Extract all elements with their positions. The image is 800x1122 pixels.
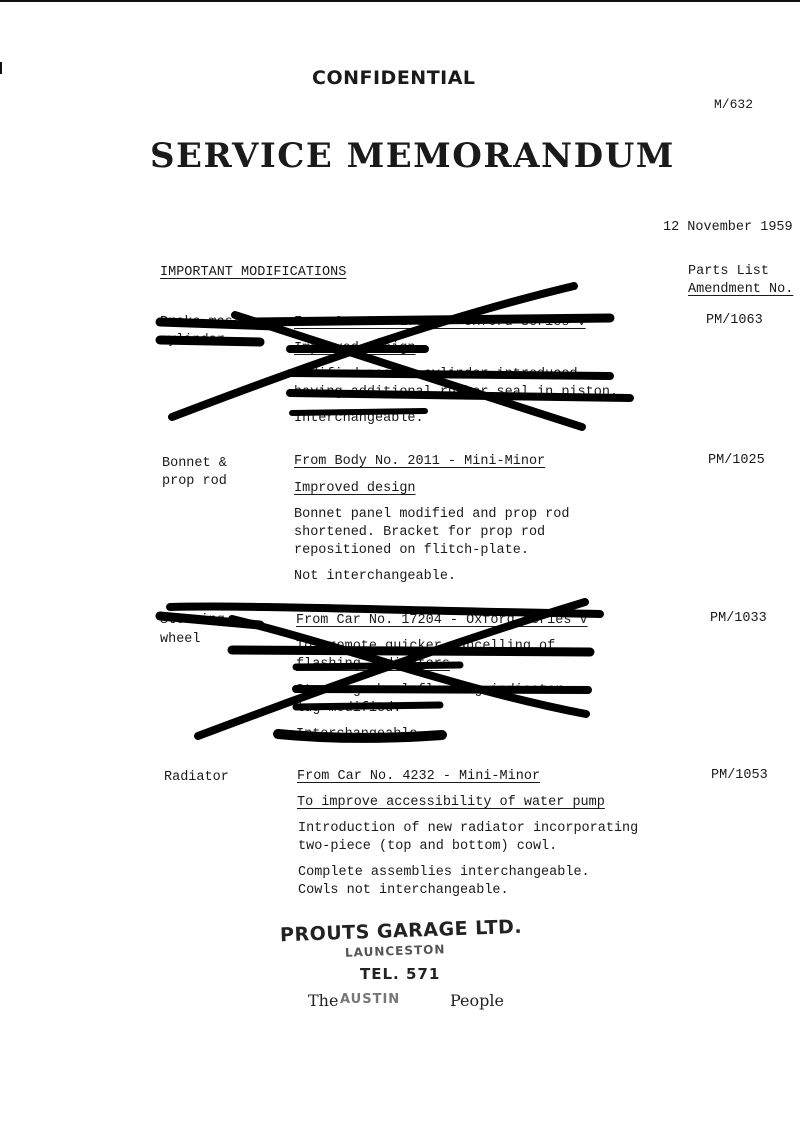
item-4-description-2: two-piece (top and bottom) cowl. xyxy=(298,839,558,854)
dealer-stamp-town: LAUNCESTON xyxy=(344,942,446,960)
austin-logo: AUSTIN xyxy=(340,992,401,1007)
item-3-reason: To promote quicker cancelling of xyxy=(296,639,556,654)
page-title: SERVICE MEMORANDUM xyxy=(150,136,675,176)
item-4-component: Radiator xyxy=(164,770,229,785)
item-4-interchangeability-2: Cowls not interchangeable. xyxy=(298,883,509,898)
item-2-component: Bonnet & xyxy=(162,456,227,471)
item-1-amendment: PM/1063 xyxy=(706,313,763,328)
item-4-amendment: PM/1053 xyxy=(711,768,768,783)
item-1-deletion-marks xyxy=(160,286,630,427)
item-2-component-2: prop rod xyxy=(162,474,227,489)
item-1-component: Brake master xyxy=(160,315,258,330)
item-3-deletion-marks xyxy=(160,602,600,738)
amendment-no-heading: Amendment No. xyxy=(688,282,794,297)
item-4-reason: To improve accessibility of water pump xyxy=(297,795,605,810)
item-4-interchangeability-1: Complete assemblies interchangeable. xyxy=(298,865,590,880)
item-4-description-1: Introduction of new radiator incorporating xyxy=(298,821,639,836)
item-3-interchangeability: Interchangeable. xyxy=(296,727,426,742)
item-2-reason: Improved design xyxy=(294,481,416,496)
item-2-description-2: shortened. Bracket for prop rod xyxy=(294,525,546,540)
item-3-component-2: wheel xyxy=(160,632,201,647)
item-3-description-2: lug modified. xyxy=(296,701,402,716)
item-2-description-1: Bonnet panel modified and prop rod xyxy=(294,507,570,522)
item-3-description-1: Steering wheel flashing indicator xyxy=(296,683,564,698)
dealer-stamp-tagline-suffix: People xyxy=(450,991,504,1010)
item-1-applies-from: From Car No. 17631 - Oxford Series V xyxy=(294,315,586,330)
item-3-applies-from: From Car No. 17204 - Oxford Series V xyxy=(296,613,588,628)
section-heading: IMPORTANT MODIFICATIONS xyxy=(160,265,347,280)
item-1-reason: Improved design xyxy=(294,341,416,356)
parts-list-heading: Parts List xyxy=(688,264,770,279)
item-1-interchangeability: Interchangeable. xyxy=(294,411,424,426)
item-4-applies-from: From Car No. 4232 - Mini-Minor xyxy=(297,769,541,784)
item-1-description-1: Modified master cylinder introduced xyxy=(294,367,578,382)
dealer-stamp-phone: TEL. 571 xyxy=(360,965,441,983)
dealer-stamp-tagline-prefix: The xyxy=(308,991,339,1010)
dealer-stamp-name: PROUTS GARAGE LTD. xyxy=(279,915,523,947)
item-2-applies-from: From Body No. 2011 - Mini-Minor xyxy=(294,454,546,469)
item-3-component: Steering xyxy=(160,613,225,628)
memo-reference: M/632 xyxy=(714,97,754,112)
classification-label: CONFIDENTIAL xyxy=(312,67,476,89)
item-2-amendment: PM/1025 xyxy=(708,453,765,468)
item-1-description-2: having additional rubber seal in piston. xyxy=(294,385,619,400)
memo-date: 12 November 1959 xyxy=(663,220,793,235)
item-2-description-3: repositioned on flitch-plate. xyxy=(294,543,529,558)
item-2-interchangeability: Not interchangeable. xyxy=(294,569,457,584)
item-3-amendment: PM/1033 xyxy=(710,611,767,626)
item-1-component-2: cylinder xyxy=(160,333,225,348)
item-3-reason-2: flashing indicators xyxy=(296,657,450,672)
